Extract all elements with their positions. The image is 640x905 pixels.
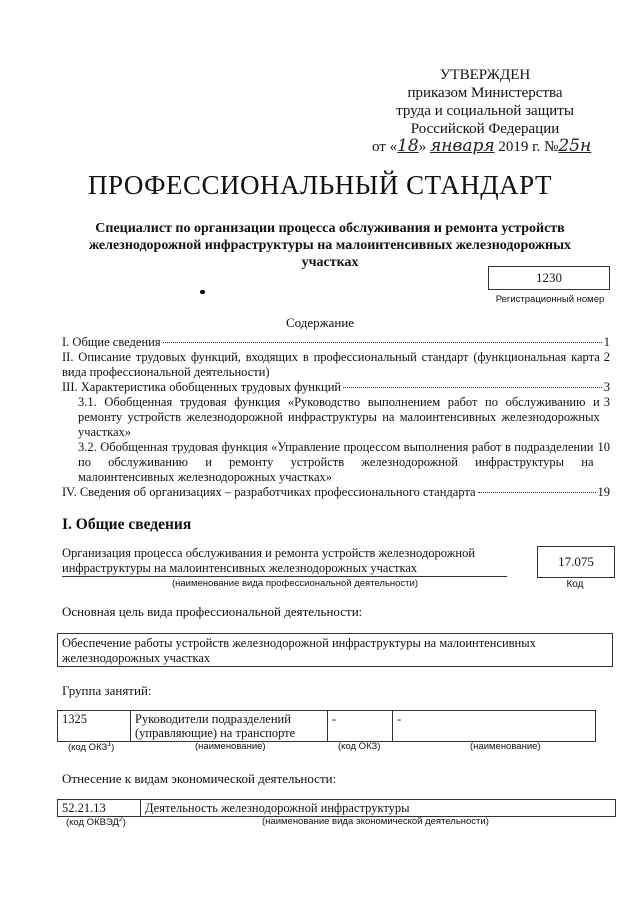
order-number: 25н: [558, 136, 592, 156]
activity-code-box: 17.075: [537, 546, 615, 578]
approval-block: [370, 66, 600, 138]
okz-code-cell: 1325: [58, 711, 131, 742]
economic-activity-label: Отнесение к видам экономической деятельности:: [62, 771, 337, 786]
approval-line-3: труда и социальной защиты: [396, 103, 574, 119]
occupation-name-cell-2: -: [393, 711, 596, 742]
toc-item-3-1[interactable]: [62, 395, 610, 440]
toc-item-1[interactable]: [62, 335, 610, 350]
toc-item-3-2[interactable]: [62, 440, 610, 485]
toc-item-2[interactable]: [62, 350, 610, 380]
toc-item-1-page: 1: [603, 335, 610, 349]
date-day: 18: [397, 136, 419, 156]
table-of-contents: [62, 335, 610, 500]
okz-code-caption-2: (код ОКЗ): [338, 741, 381, 752]
date-year: 2019 г. №: [498, 139, 559, 155]
okved-name-caption: (наименование вида экономической деятельности): [262, 816, 489, 827]
activity-code-caption: Код: [566, 579, 584, 590]
approval-line-2: приказом Министерства: [407, 85, 563, 101]
toc-item-3-2-page: 10: [597, 440, 610, 454]
toc-title: Содержание: [285, 315, 355, 330]
toc-item-4-text: IV. Сведения об организациях – разработчиках профессионального стандарта: [62, 485, 476, 499]
date-prefix: от «: [372, 139, 398, 155]
standard-subtitle: Специалист по организации процесса обслуживания и ремонта устройств железнодорожной инфраструктуры на малоинтенсивных железнодорожных участках: [88, 221, 572, 270]
approval-line-1: УТВЕРЖДЕН: [439, 67, 531, 83]
date-month: января: [430, 136, 495, 156]
section-heading: I. Общие сведения: [62, 516, 192, 533]
okz-code-cell-2: -: [328, 711, 393, 742]
toc-item-2-page: 2: [603, 350, 610, 364]
occupation-table: [57, 710, 596, 742]
occupation-name-caption-2: (наименование): [470, 741, 541, 752]
table-row: [58, 711, 596, 742]
toc-item-1-text: I. Общие сведения: [62, 335, 161, 349]
okz-code-caption: (код ОКЗ$^1$): [68, 741, 115, 754]
economic-activity-table: [57, 799, 616, 817]
toc-item-4[interactable]: [62, 485, 610, 500]
date-mid: »: [418, 139, 427, 155]
approval-date-line: [372, 136, 591, 156]
registration-number-label: Регистрационный номер: [495, 294, 605, 305]
okved-code-caption: (код ОКВЭД$^2$): [66, 816, 126, 829]
toc-item-2-text: II. Описание трудовых функций, входящих в профессиональный стандарт (функциональная карта вида профессиональной деятельности): [62, 350, 600, 379]
approval-line-4: Российской Федерации: [410, 121, 560, 137]
registration-number-box: 1230: [488, 266, 610, 290]
occupation-name-cell: Руководители подразделений (управляющие) на транспорте: [131, 711, 328, 742]
toc-item-3-2-text: 3.2. Обобщенная трудовая функция «Управление процессом выполнения работ в подразделении по обслуживанию и ремонту устройств железнодорожной инфраструктуры на малоинтенсивных железнодорожных участках»: [78, 440, 594, 484]
goal-box: Обеспечение работы устройств железнодорожной инфраструктуры на малоинтенсивных железнодорожных участках: [57, 633, 613, 667]
page-title: ПРОФЕССИОНАЛЬНЫЙ СТАНДАРТ: [87, 170, 553, 200]
occupation-name-caption: (наименование): [195, 741, 266, 752]
toc-item-3-page: 3: [603, 380, 610, 394]
toc-item-3-text: III. Характеристика обобщенных трудовых функций: [62, 380, 342, 394]
toc-item-4-page: 19: [597, 485, 610, 499]
activity-kind-caption: (наименование вида профессиональной деятельности): [171, 578, 419, 589]
table-row: [58, 800, 616, 817]
okved-name-cell: Деятельность железнодорожной инфраструктуры: [141, 800, 616, 817]
toc-item-3-1-text: 3.1. Обобщенная трудовая функция «Руководство выполнением работ по обслуживанию и ремонту устройств железнодорожной инфраструктуры на малоинтенсивных железнодорожных участках»: [78, 395, 600, 439]
toc-item-3[interactable]: [62, 380, 610, 395]
ink-dot: [200, 290, 205, 294]
goal-label: Основная цель вида профессиональной деятельности:: [62, 604, 363, 619]
occupation-group-label: Группа занятий:: [62, 683, 152, 698]
okved-code-cell: 52.21.13: [58, 800, 141, 817]
activity-kind: Организация процесса обслуживания и ремонта устройств железнодорожной инфраструктуры на малоинтенсивных железнодорожных участках: [62, 546, 507, 577]
toc-item-3-1-page: 3: [603, 395, 610, 409]
